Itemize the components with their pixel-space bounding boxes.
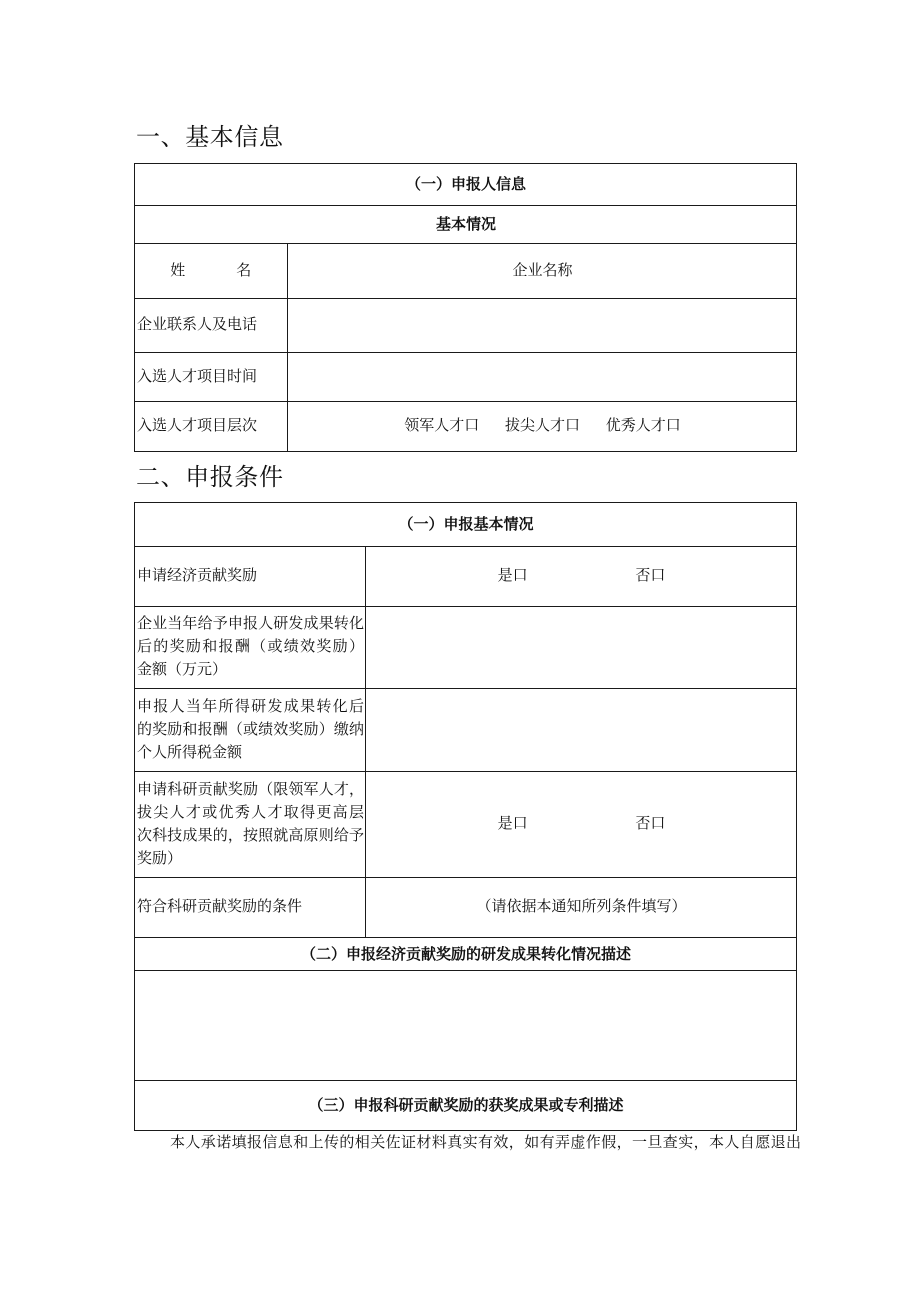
income-tax-field[interactable]	[366, 689, 797, 772]
research-criteria-field[interactable]	[366, 878, 797, 938]
research-reward-label-line: 拔尖人才或优秀人才取得更高层	[137, 804, 364, 821]
reward-amount-label	[135, 607, 366, 689]
selected-time-label: 入选人才项目时间	[135, 353, 288, 402]
research-reward-label-line: 次科技成果的，按照就高原则给予	[137, 827, 364, 844]
level-option-excellent[interactable]: 优秀人才口	[605, 418, 681, 434]
reward-amount-label-line: 后的奖励和报酬（或绩效奖励）	[137, 639, 364, 655]
name-label-cell	[135, 244, 288, 299]
company-name-cell[interactable]	[288, 244, 797, 299]
applicant-info-table	[134, 163, 797, 452]
conditions-table	[134, 502, 797, 1131]
income-tax-label	[135, 689, 366, 772]
company-name-label: 企业名称	[512, 262, 573, 279]
applicant-info-title: （一）申报人信息	[135, 164, 797, 206]
level-option-topnotch[interactable]: 拔尖人才口	[505, 418, 581, 434]
research-description-title: （三）申报科研贡献奖励的获奖成果或专利描述	[135, 1081, 797, 1131]
economic-description-title: （二）申报经济贡献奖励的研发成果转化情况描述	[135, 938, 797, 971]
level-option-leading[interactable]: 领军人才口	[404, 418, 480, 434]
income-tax-label-line: 的奖励和报酬（或绩效奖励）缴纳	[137, 721, 364, 738]
economic-reward-options	[366, 547, 797, 607]
research-yes-option[interactable]: 是口	[497, 816, 528, 832]
research-reward-label-line: 奖励）	[137, 850, 183, 867]
talent-level-options	[288, 402, 797, 452]
income-tax-label-line: 申报人当年所得研发成果转化后	[137, 698, 364, 715]
name-label: 姓 名	[170, 262, 253, 279]
reward-amount-label-line: 企业当年给予申报人研发成果转化	[137, 616, 364, 632]
talent-level-label: 入选人才项目层次	[135, 402, 288, 452]
research-no-option[interactable]: 否口	[635, 816, 666, 832]
research-criteria-hint: （请依据本通知所列条件填写）	[476, 899, 687, 915]
selected-time-field[interactable]	[288, 353, 797, 402]
income-tax-label-line: 个人所得税金额	[137, 744, 243, 761]
research-criteria-label: 符合科研贡献奖励的条件	[135, 878, 366, 938]
section-heading-conditions: 二、申报条件	[136, 463, 284, 491]
contact-field[interactable]	[288, 299, 797, 353]
reward-amount-field[interactable]	[366, 607, 797, 689]
economic-yes-option[interactable]: 是口	[497, 568, 528, 584]
declaration-text: 本人承诺填报信息和上传的相关佐证材料真实有效，如有弄虚作假，一旦查实，本人自愿退出	[170, 1135, 802, 1151]
research-reward-label	[135, 772, 366, 878]
basic-situation-subtitle: 基本情况	[135, 206, 797, 244]
reward-amount-label-line: 金额（万元）	[137, 662, 228, 678]
contact-label: 企业联系人及电话	[135, 299, 288, 353]
research-reward-options	[366, 772, 797, 878]
conditions-title: （一）申报基本情况	[135, 503, 797, 547]
economic-no-option[interactable]: 否口	[635, 568, 666, 584]
economic-description-field[interactable]	[135, 971, 797, 1081]
economic-reward-label: 申请经济贡献奖励	[135, 547, 366, 607]
section-heading-basic-info: 一、基本信息	[136, 123, 284, 151]
research-reward-label-line: 申请科研贡献奖励（限领军人才，	[137, 781, 364, 798]
